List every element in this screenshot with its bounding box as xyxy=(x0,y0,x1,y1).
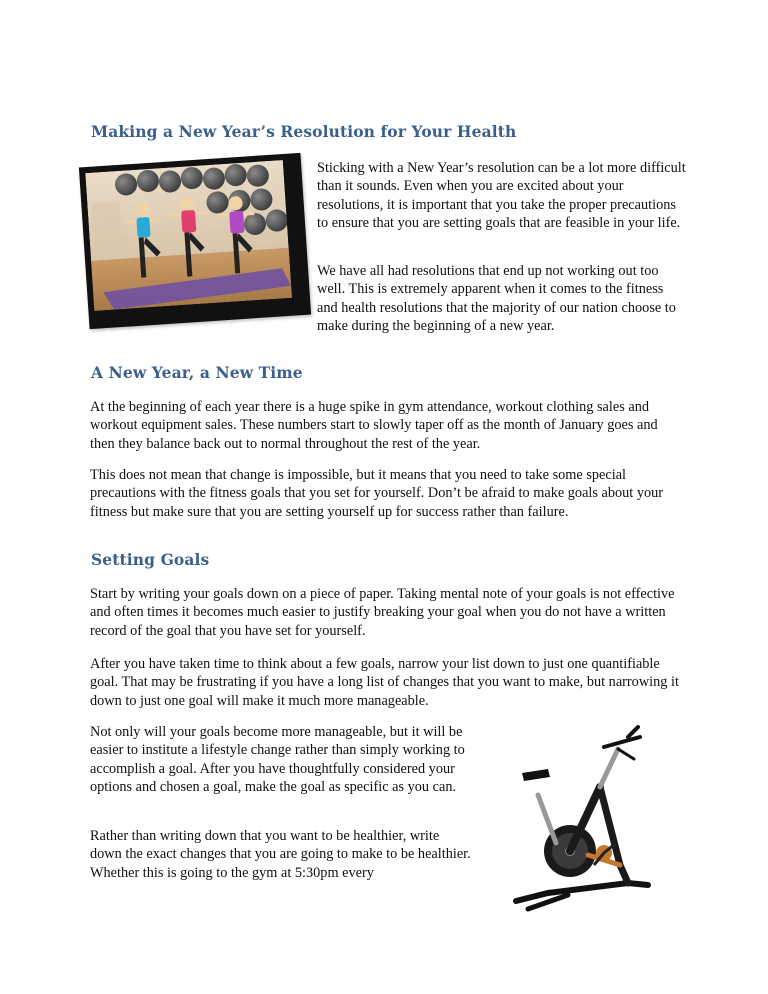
section2-paragraph-3: Not only will your goals become more manageable, but it will be easier to institute a lifestyle change rather than simply working to accomplish a goal. After you have thoughtfully considered your options and chosen a goal, make the goal as specific as you can. xyxy=(90,724,465,796)
section-heading-setting-goals: Setting Goals xyxy=(91,550,210,569)
intro-paragraph-1: Sticking with a New Year’s resolution can be a lot more difficult than it sounds. Even when you are excited about your resolutions, it is important that you take the proper precautions to ensure that you are setting goals that are feasible in your life. xyxy=(317,160,686,232)
section2-paragraph-2: After you have taken time to think about a few goals, narrow your list down to just one quantifiable goal. That may be frustrating if you have a long list of changes that you want to make, but narrowing it down to just one goal will make it much more manageable. xyxy=(90,656,679,709)
fitness-class-photo xyxy=(79,153,311,329)
section2-paragraph-4: Rather than writing down that you want to be healthier, write down the exact changes that you are going to make to be healthier. Whether this is going to the gym at 5:30pm every xyxy=(90,828,471,881)
section1-paragraph-2: This does not mean that change is impossible, but it means that you need to take some special precautions with the fitness goals that you set for yourself. Don’t be afraid to make goals about your fitness but make sure that you are setting yourself up for success rather than failure. xyxy=(90,467,664,520)
section2-paragraph-1: Start by writing your goals down on a piece of paper. Taking mental note of your goals is not effective and often times it becomes much easier to justify breaking your goal when you do not have a written record of the goal that you have set for yourself. xyxy=(90,586,675,639)
section1-paragraph-1: At the beginning of each year there is a huge spike in gym attendance, workout clothing sales and workout equipment sales. These numbers start to slowly taper off as the month of January goes and then they balance back out to normal throughout the rest of the year. xyxy=(90,399,658,452)
spin-bike-illustration xyxy=(508,725,653,915)
section-heading-new-year: A New Year, a New Time xyxy=(91,363,303,382)
fitness-class-illustration xyxy=(85,160,292,311)
intro-paragraph-2: We have all had resolutions that end up not working out too well. This is extremely apparent when it comes to the fitness and health resolutions that the majority of our nation choose to make during the beginning of a new year. xyxy=(317,263,676,335)
page-title: Making a New Year’s Resolution for Your Health xyxy=(91,122,517,141)
